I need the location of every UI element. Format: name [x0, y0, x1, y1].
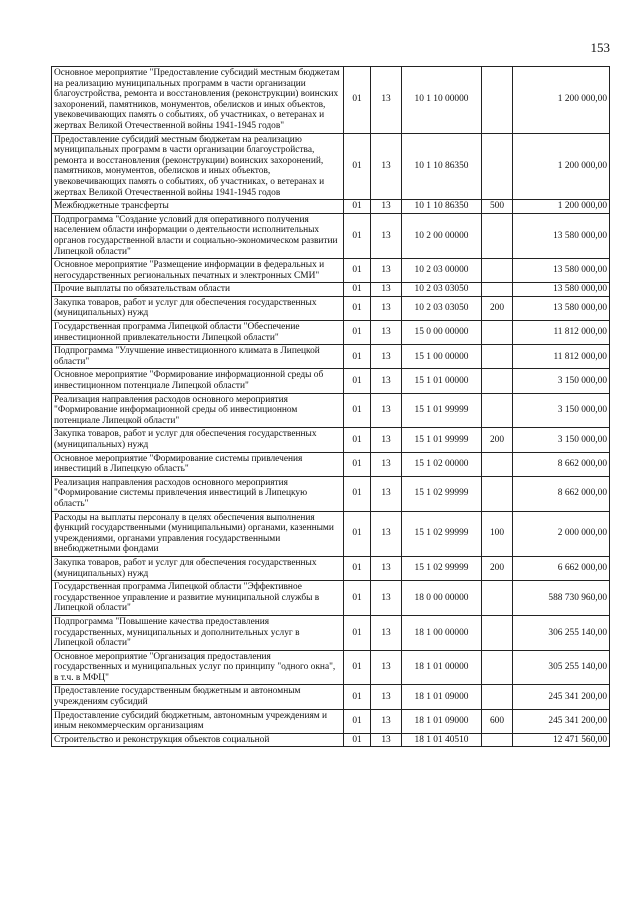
table-row	[52, 321, 610, 345]
table-row	[52, 200, 610, 214]
row-name-cell: Реализация направления расходов основного мероприятия "Формирование информационной среды об инвестиционном потенциале Липецкой области"	[52, 393, 344, 428]
row-ved-cell: 01	[344, 283, 371, 297]
row-sum-cell: 8 662 000,00	[513, 476, 610, 511]
row-subsection-cell: 13	[371, 369, 402, 393]
row-target-article-cell: 15 1 02 00000	[402, 452, 482, 476]
row-subsection-cell: 13	[371, 296, 402, 320]
row-name-cell: Предоставление субсидий местным бюджетам на реализацию муниципальных программ в части организации благоустройства, ремонта и восстановления (реконструкции) воинских захоронений, памятников, монументов, обелисков и иных объектов, увековечивающих память о событиях, об участниках, о ветеранах и жертвах Великой Отечественной войны 1941-1945 годов	[52, 133, 344, 200]
row-sum-cell: 11 812 000,00	[513, 321, 610, 345]
row-name-cell: Основное мероприятие "Организация предоставления государственных и муниципальных услуг по принципу "одного окна", в т.ч. в МФЦ"	[52, 650, 344, 685]
row-name-cell: Закупка товаров, работ и услуг для обеспечения государственных (муниципальных) нужд	[52, 428, 344, 452]
row-sum-cell: 13 580 000,00	[513, 283, 610, 297]
row-subsection-cell: 13	[371, 283, 402, 297]
row-ved-cell: 01	[344, 476, 371, 511]
row-ved-cell: 01	[344, 733, 371, 747]
row-ved-cell: 01	[344, 393, 371, 428]
row-name-cell: Государственная программа Липецкой области "Эффективное государственное управление и развитие муниципальной службы в Липецкой области"	[52, 581, 344, 616]
row-expense-type-cell	[482, 283, 513, 297]
table-row	[52, 133, 610, 200]
row-sum-cell: 13 580 000,00	[513, 259, 610, 283]
row-sum-cell: 6 662 000,00	[513, 556, 610, 580]
row-name-cell: Закупка товаров, работ и услуг для обеспечения государственных (муниципальных) нужд	[52, 296, 344, 320]
row-ved-cell: 01	[344, 615, 371, 650]
row-name-cell: Межбюджетные трансферты	[52, 200, 344, 214]
row-sum-cell: 1 200 000,00	[513, 200, 610, 214]
row-ved-cell: 01	[344, 345, 371, 369]
row-expense-type-cell	[482, 581, 513, 616]
table-row	[52, 581, 610, 616]
table-row	[52, 213, 610, 258]
table-row	[52, 259, 610, 283]
row-sum-cell: 8 662 000,00	[513, 452, 610, 476]
row-subsection-cell: 13	[371, 67, 402, 134]
row-ved-cell: 01	[344, 709, 371, 733]
row-subsection-cell: 13	[371, 581, 402, 616]
row-expense-type-cell	[482, 67, 513, 134]
table-row	[52, 452, 610, 476]
row-target-article-cell: 18 1 01 40510	[402, 733, 482, 747]
row-ved-cell: 01	[344, 67, 371, 134]
row-ved-cell: 01	[344, 685, 371, 709]
row-subsection-cell: 13	[371, 321, 402, 345]
row-expense-type-cell: 500	[482, 200, 513, 214]
row-subsection-cell: 13	[371, 476, 402, 511]
row-ved-cell: 01	[344, 200, 371, 214]
row-subsection-cell: 13	[371, 733, 402, 747]
row-expense-type-cell: 100	[482, 511, 513, 556]
row-expense-type-cell	[482, 476, 513, 511]
row-name-cell: Закупка товаров, работ и услуг для обеспечения государственных (муниципальных) нужд	[52, 556, 344, 580]
row-subsection-cell: 13	[371, 615, 402, 650]
row-subsection-cell: 13	[371, 133, 402, 200]
row-target-article-cell: 15 1 01 99999	[402, 428, 482, 452]
row-subsection-cell: 13	[371, 709, 402, 733]
row-name-cell: Предоставление субсидий бюджетным, автономным учреждениям и иным некоммерческим организациям	[52, 709, 344, 733]
row-sum-cell: 3 150 000,00	[513, 393, 610, 428]
row-name-cell: Предоставление государственным бюджетным и автономным учреждениям субсидий	[52, 685, 344, 709]
table-row	[52, 685, 610, 709]
row-sum-cell: 588 730 960,00	[513, 581, 610, 616]
row-expense-type-cell: 200	[482, 556, 513, 580]
row-sum-cell: 13 580 000,00	[513, 296, 610, 320]
row-subsection-cell: 13	[371, 200, 402, 214]
row-target-article-cell: 10 2 03 03050	[402, 296, 482, 320]
row-ved-cell: 01	[344, 213, 371, 258]
row-target-article-cell: 15 1 02 99999	[402, 511, 482, 556]
budget-table-body	[52, 67, 610, 747]
row-subsection-cell: 13	[371, 259, 402, 283]
row-sum-cell: 3 150 000,00	[513, 428, 610, 452]
row-target-article-cell: 18 1 01 09000	[402, 685, 482, 709]
row-subsection-cell: 13	[371, 428, 402, 452]
row-ved-cell: 01	[344, 369, 371, 393]
table-row	[52, 67, 610, 134]
row-subsection-cell: 13	[371, 213, 402, 258]
row-subsection-cell: 13	[371, 685, 402, 709]
row-sum-cell: 245 341 200,00	[513, 685, 610, 709]
row-target-article-cell: 15 1 02 99999	[402, 556, 482, 580]
row-name-cell: Строительство и реконструкция объектов социальной	[52, 733, 344, 747]
row-name-cell: Основное мероприятие "Предоставление субсидий местным бюджетам на реализацию муниципальных программ в части организации благоустройства, ремонта и восстановления (реконструкции) воинских захоронений, памятников, монументов, обелисков и иных объектов, увековечивающих память о событиях, об участниках, о ветеранах и жертвах Великой Отечественной войны 1941-1945 годов"	[52, 67, 344, 134]
row-ved-cell: 01	[344, 259, 371, 283]
row-target-article-cell: 10 1 10 00000	[402, 67, 482, 134]
row-target-article-cell: 10 1 10 86350	[402, 200, 482, 214]
row-ved-cell: 01	[344, 556, 371, 580]
row-target-article-cell: 18 1 00 00000	[402, 615, 482, 650]
row-ved-cell: 01	[344, 650, 371, 685]
row-name-cell: Государственная программа Липецкой области "Обеспечение инвестиционной привлекательности Липецкой области"	[52, 321, 344, 345]
row-target-article-cell: 15 1 01 99999	[402, 393, 482, 428]
row-expense-type-cell	[482, 213, 513, 258]
row-name-cell: Расходы на выплаты персоналу в целях обеспечения выполнения функций государственными (муниципальными) органами, казенными учреждениями, органами управления государственными внебюджетными фондами	[52, 511, 344, 556]
row-expense-type-cell: 600	[482, 709, 513, 733]
row-subsection-cell: 13	[371, 345, 402, 369]
row-expense-type-cell	[482, 345, 513, 369]
row-ved-cell: 01	[344, 133, 371, 200]
row-name-cell: Прочие выплаты по обязательствам области	[52, 283, 344, 297]
row-expense-type-cell	[482, 615, 513, 650]
row-expense-type-cell	[482, 650, 513, 685]
row-subsection-cell: 13	[371, 511, 402, 556]
table-row	[52, 393, 610, 428]
row-sum-cell: 13 580 000,00	[513, 213, 610, 258]
row-ved-cell: 01	[344, 511, 371, 556]
row-expense-type-cell	[482, 685, 513, 709]
row-expense-type-cell: 200	[482, 296, 513, 320]
row-expense-type-cell	[482, 259, 513, 283]
row-name-cell: Основное мероприятие "Формирование информационной среды об инвестиционном потенциале Липецкой области"	[52, 369, 344, 393]
table-row	[52, 428, 610, 452]
page-number: 153	[590, 40, 610, 55]
budget-table	[51, 66, 610, 747]
row-expense-type-cell: 200	[482, 428, 513, 452]
row-target-article-cell: 10 2 03 00000	[402, 259, 482, 283]
row-target-article-cell: 18 1 01 09000	[402, 709, 482, 733]
row-name-cell: Основное мероприятие "Формирование системы привлечения инвестиций в Липецкую область"	[52, 452, 344, 476]
row-target-article-cell: 15 1 01 00000	[402, 369, 482, 393]
row-expense-type-cell	[482, 733, 513, 747]
row-name-cell: Подпрограмма "Создание условий для оперативного получения населением области информации о деятельности исполнительных органов государственной власти и социально-экономическом развитии Липецкой области"	[52, 213, 344, 258]
row-target-article-cell: 10 1 10 86350	[402, 133, 482, 200]
row-expense-type-cell	[482, 393, 513, 428]
row-subsection-cell: 13	[371, 650, 402, 685]
row-ved-cell: 01	[344, 452, 371, 476]
row-expense-type-cell	[482, 369, 513, 393]
row-sum-cell: 306 255 140,00	[513, 615, 610, 650]
row-sum-cell: 245 341 200,00	[513, 709, 610, 733]
row-name-cell: Подпрограмма "Повышение качества предоставления государственных, муниципальных и дополнительных услуг в Липецкой области"	[52, 615, 344, 650]
row-sum-cell: 11 812 000,00	[513, 345, 610, 369]
table-row	[52, 615, 610, 650]
table-row	[52, 733, 610, 747]
table-row	[52, 556, 610, 580]
row-ved-cell: 01	[344, 428, 371, 452]
row-ved-cell: 01	[344, 321, 371, 345]
row-target-article-cell: 10 2 00 00000	[402, 213, 482, 258]
row-target-article-cell: 18 1 01 00000	[402, 650, 482, 685]
row-name-cell: Реализация направления расходов основного мероприятия "Формирование системы привлечения инвестиций в Липецкую область"	[52, 476, 344, 511]
row-sum-cell: 12 471 560,00	[513, 733, 610, 747]
row-sum-cell: 1 200 000,00	[513, 133, 610, 200]
row-target-article-cell: 18 0 00 00000	[402, 581, 482, 616]
row-sum-cell: 2 000 000,00	[513, 511, 610, 556]
row-name-cell: Подпрограмма "Улучшение инвестиционного климата в Липецкой области"	[52, 345, 344, 369]
row-expense-type-cell	[482, 133, 513, 200]
row-sum-cell: 305 255 140,00	[513, 650, 610, 685]
table-row	[52, 650, 610, 685]
row-sum-cell: 1 200 000,00	[513, 67, 610, 134]
row-sum-cell: 3 150 000,00	[513, 369, 610, 393]
table-row	[52, 511, 610, 556]
row-ved-cell: 01	[344, 581, 371, 616]
row-target-article-cell: 15 0 00 00000	[402, 321, 482, 345]
table-row	[52, 369, 610, 393]
row-subsection-cell: 13	[371, 452, 402, 476]
row-target-article-cell: 15 1 02 99999	[402, 476, 482, 511]
row-target-article-cell: 15 1 00 00000	[402, 345, 482, 369]
row-expense-type-cell	[482, 452, 513, 476]
row-ved-cell: 01	[344, 296, 371, 320]
table-row	[52, 296, 610, 320]
row-subsection-cell: 13	[371, 556, 402, 580]
row-expense-type-cell	[482, 321, 513, 345]
row-subsection-cell: 13	[371, 393, 402, 428]
row-target-article-cell: 10 2 03 03050	[402, 283, 482, 297]
table-row	[52, 345, 610, 369]
table-row	[52, 709, 610, 733]
row-name-cell: Основное мероприятие "Размещение информации в федеральных и негосударственных региональных печатных и электронных СМИ"	[52, 259, 344, 283]
table-row	[52, 476, 610, 511]
table-row	[52, 283, 610, 297]
